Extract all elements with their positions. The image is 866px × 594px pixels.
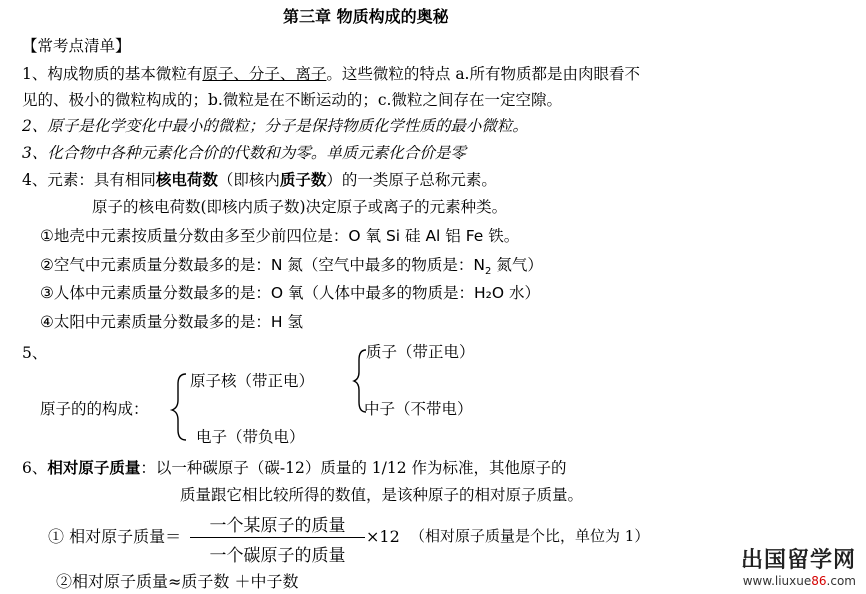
p1-text-a: 1、构成物质的基本微粒有: [22, 65, 203, 83]
formula-denominator: 一个碳原子的质量: [209, 546, 346, 566]
p6-bold: 相对原子质量: [47, 458, 141, 477]
paragraph-6-line-2: 质量跟它相比较所得的数值，是该种原子的相对原子质量。: [180, 486, 584, 504]
list-item-2-text: ②空气中元素质量分数最多的是：N 氮（空气中最多的物质是：N: [40, 256, 486, 274]
list-item-2-sub: 2: [485, 266, 492, 278]
watermark-url-b: 86: [811, 574, 827, 588]
left-brace: [172, 374, 186, 440]
formula-label: ① 相对原子质量＝: [48, 527, 182, 546]
proton-label: 质子（带正电）: [366, 343, 475, 361]
formula-note: （相对原子质量是个比，单位为 1）: [410, 527, 650, 545]
page-title: 第三章 物质构成的奥秘: [283, 7, 449, 26]
p4-text-a: 4、元素：具有相同: [22, 171, 156, 189]
p1-text-b: 。这些微粒的特点 a.所有物质都是由肉眼看不: [326, 65, 640, 83]
formula-2: ②相对原子质量≈质子数 ＋中子数: [56, 572, 299, 591]
p6-number: 6、: [22, 459, 48, 477]
watermark: [741, 543, 856, 588]
watermark-url: [741, 574, 856, 588]
right-brace: [354, 350, 366, 412]
neutron-label: 中子（不带电）: [364, 400, 473, 418]
watermark-url-a: www.liuxue: [742, 574, 812, 588]
atom-structure-label: 原子的的构成：: [40, 400, 149, 418]
p6-text: ：以一种碳原子（碳-12）质量的 1/12 作为标准，其他原子的: [140, 459, 567, 477]
list-item-1: ①地壳中元素按质量分数由多至少前四位是：O 氧 Si 硅 Al 铝 Fe 铁。: [40, 227, 520, 245]
p4-bold-b: 核电荷数: [155, 170, 218, 189]
list-item-2-tail: 氮气）: [491, 256, 543, 274]
paragraph-3: 3、化合物中各种元素化合价的代数和为零。单质元素化合价是零: [22, 144, 466, 162]
list-item-3: ③人体中元素质量分数最多的是：O 氧（人体中最多的物质是：H₂O 水）: [40, 284, 541, 302]
paragraph-4-sub: 原子的核电荷数(即核内质子数)决定原子或离子的元素种类。: [92, 198, 508, 216]
paragraph-1-line-2: 见的、极小的微粒构成的；b.微粒是在不断运动的；c.微粒之间存在一定空隙。: [22, 91, 562, 109]
paragraph-5-number: 5、: [22, 344, 48, 362]
formula-fraction: [190, 511, 365, 566]
formula-numerator: 一个某原子的质量: [190, 511, 365, 538]
watermark-url-c: .com: [826, 574, 856, 588]
section-heading: 【常考点清单】: [22, 37, 131, 55]
paragraph-2: 2、原子是化学变化中最小的微粒；分子是保持物质化学性质的最小微粒。: [22, 117, 528, 135]
formula-multiplier: ×12: [366, 527, 400, 546]
p4-text-e: ）的一类原子总称元素。: [326, 171, 497, 189]
nucleus-label: 原子核（带正电）: [190, 372, 315, 390]
p4-bold-d: 质子数: [279, 170, 327, 189]
paragraph-6: [22, 458, 567, 478]
list-item-4: ④太阳中元素质量分数最多的是：H 氢: [40, 313, 303, 331]
p4-text-c: （即核内: [217, 171, 280, 189]
watermark-title: 出国留学网: [740, 548, 856, 573]
electron-label: 电子（带负电）: [196, 428, 305, 446]
p1-underlined: 原子、分子、离子: [202, 65, 327, 83]
